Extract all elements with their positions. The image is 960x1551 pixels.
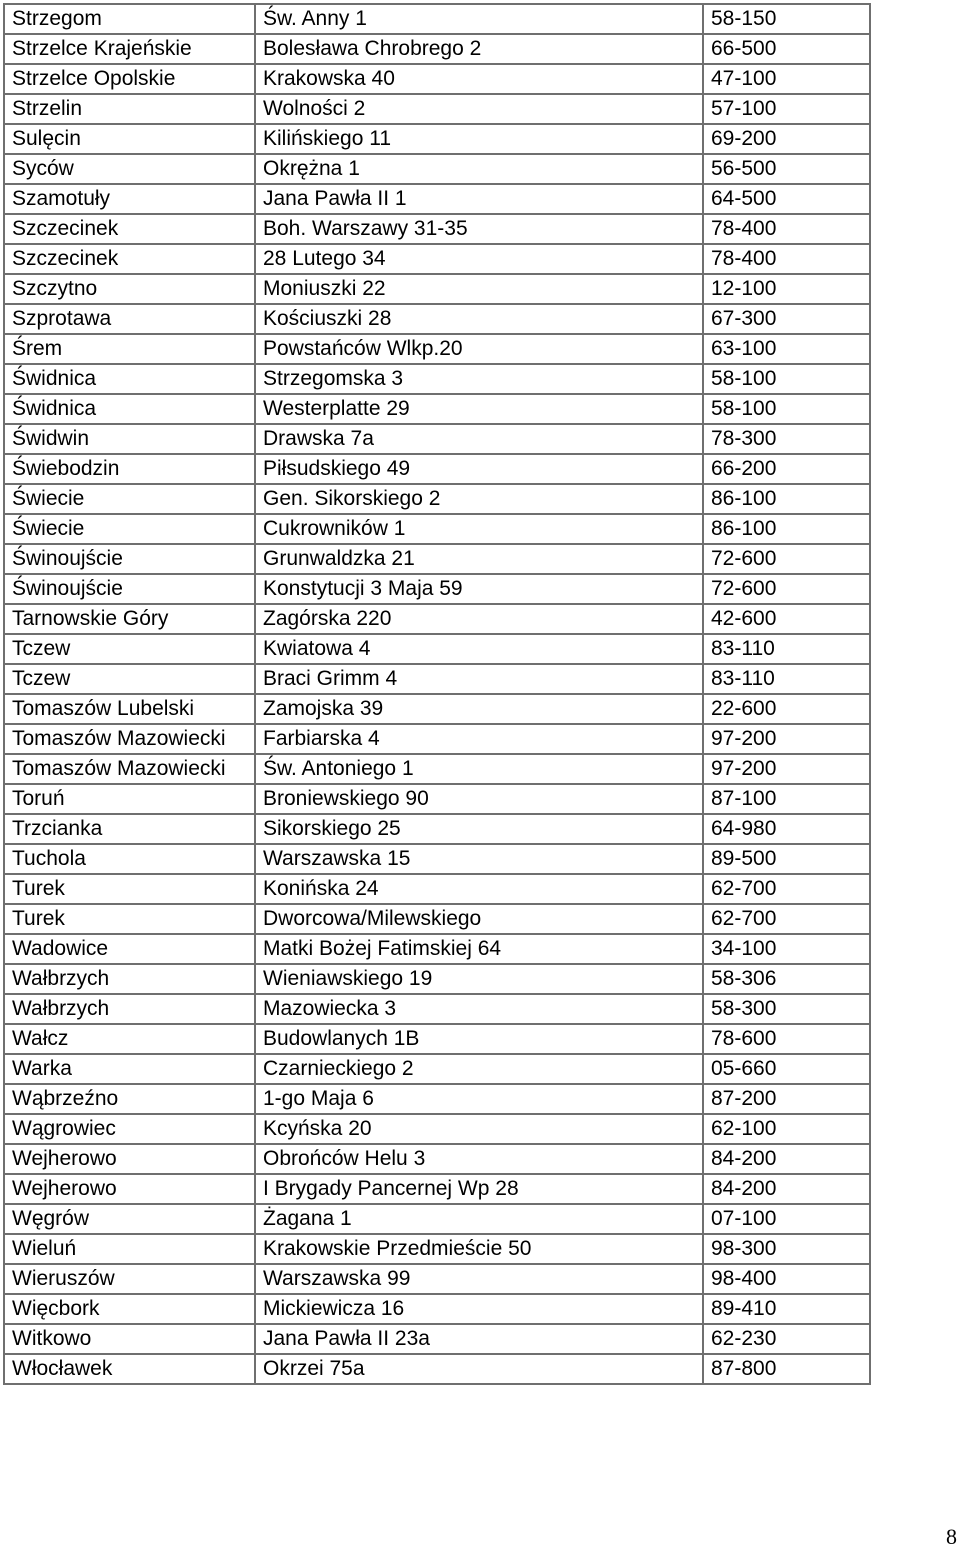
city-cell: Wadowice (4, 934, 255, 964)
street-cell: 1-go Maja 6 (255, 1084, 703, 1114)
table-row (4, 1354, 870, 1384)
table-row (4, 994, 870, 1024)
city-cell: Strzelce Opolskie (4, 64, 255, 94)
postal-code-cell: 22-600 (703, 694, 870, 724)
street-cell: Okrężna 1 (255, 154, 703, 184)
table-row (4, 154, 870, 184)
postal-code-cell: 84-200 (703, 1144, 870, 1174)
table-row (4, 964, 870, 994)
table-row (4, 634, 870, 664)
table-row (4, 334, 870, 364)
city-cell: Świdnica (4, 364, 255, 394)
postal-code-cell: 86-100 (703, 514, 870, 544)
street-cell: Warszawska 99 (255, 1264, 703, 1294)
postal-code-cell: 34-100 (703, 934, 870, 964)
postal-code-cell: 05-660 (703, 1054, 870, 1084)
street-cell: Okrzei 75a (255, 1354, 703, 1384)
postal-code-cell: 78-400 (703, 214, 870, 244)
table-row (4, 64, 870, 94)
postal-code-cell: 72-600 (703, 574, 870, 604)
postal-code-cell: 78-400 (703, 244, 870, 274)
street-cell: Piłsudskiego 49 (255, 454, 703, 484)
table-row (4, 304, 870, 334)
postal-code-cell: 58-300 (703, 994, 870, 1024)
city-cell: Szamotuły (4, 184, 255, 214)
postal-code-cell: 62-700 (703, 874, 870, 904)
table-row (4, 244, 870, 274)
street-cell: Mazowiecka 3 (255, 994, 703, 1024)
postal-code-cell: 47-100 (703, 64, 870, 94)
postal-code-cell: 57-100 (703, 94, 870, 124)
city-cell: Trzcianka (4, 814, 255, 844)
street-cell: Powstańców Wlkp.20 (255, 334, 703, 364)
postal-code-cell: 62-700 (703, 904, 870, 934)
table-row (4, 694, 870, 724)
postal-code-cell: 66-200 (703, 454, 870, 484)
postal-code-cell: 62-230 (703, 1324, 870, 1354)
table-row (4, 1084, 870, 1114)
table-row (4, 664, 870, 694)
table-row (4, 784, 870, 814)
city-cell: Śrem (4, 334, 255, 364)
postal-code-cell: 83-110 (703, 634, 870, 664)
street-cell: Braci Grimm 4 (255, 664, 703, 694)
city-cell: Wągrowiec (4, 1114, 255, 1144)
city-cell: Syców (4, 154, 255, 184)
city-cell: Tarnowskie Góry (4, 604, 255, 634)
city-cell: Turek (4, 904, 255, 934)
postal-code-cell: 12-100 (703, 274, 870, 304)
postal-code-cell: 67-300 (703, 304, 870, 334)
postal-code-cell: 78-600 (703, 1024, 870, 1054)
table-row (4, 214, 870, 244)
table-row (4, 904, 870, 934)
street-cell: Mickiewicza 16 (255, 1294, 703, 1324)
table-row (4, 604, 870, 634)
street-cell: Jana Pawła II 1 (255, 184, 703, 214)
city-cell: Wałbrzych (4, 964, 255, 994)
city-cell: Świdwin (4, 424, 255, 454)
street-cell: Drawska 7a (255, 424, 703, 454)
postal-code-cell: 58-100 (703, 394, 870, 424)
city-cell: Szczecinek (4, 244, 255, 274)
table-row (4, 1054, 870, 1084)
postal-code-cell: 63-100 (703, 334, 870, 364)
city-cell: Więcbork (4, 1294, 255, 1324)
street-cell: Broniewskiego 90 (255, 784, 703, 814)
postal-code-cell: 97-200 (703, 754, 870, 784)
street-cell: Zamojska 39 (255, 694, 703, 724)
table-row (4, 184, 870, 214)
table-row (4, 1264, 870, 1294)
city-cell: Strzegom (4, 4, 255, 34)
street-cell: Jana Pawła II 23a (255, 1324, 703, 1354)
street-cell: Św. Antoniego 1 (255, 754, 703, 784)
table-row (4, 364, 870, 394)
street-cell: Moniuszki 22 (255, 274, 703, 304)
table-row (4, 274, 870, 304)
city-cell: Strzelin (4, 94, 255, 124)
postal-code-cell: 42-600 (703, 604, 870, 634)
city-cell: Świnoujście (4, 544, 255, 574)
city-cell: Wałcz (4, 1024, 255, 1054)
table-row (4, 94, 870, 124)
postal-code-cell: 66-500 (703, 34, 870, 64)
street-cell: Grunwaldzka 21 (255, 544, 703, 574)
postal-code-cell: 98-400 (703, 1264, 870, 1294)
postal-code-cell: 89-410 (703, 1294, 870, 1324)
city-cell: Szczytno (4, 274, 255, 304)
table-row (4, 844, 870, 874)
street-cell: Czarnieckiego 2 (255, 1054, 703, 1084)
table-row (4, 454, 870, 484)
city-cell: Wejherowo (4, 1174, 255, 1204)
street-cell: Kcyńska 20 (255, 1114, 703, 1144)
street-cell: Żagana 1 (255, 1204, 703, 1234)
street-cell: Gen. Sikorskiego 2 (255, 484, 703, 514)
postal-code-cell: 64-500 (703, 184, 870, 214)
street-cell: Św. Anny 1 (255, 4, 703, 34)
postal-code-cell: 64-980 (703, 814, 870, 844)
city-cell: Świebodzin (4, 454, 255, 484)
city-cell: Tczew (4, 664, 255, 694)
table-row (4, 544, 870, 574)
table-row (4, 424, 870, 454)
street-cell: Wieniawskiego 19 (255, 964, 703, 994)
street-cell: Kilińskiego 11 (255, 124, 703, 154)
table-row (4, 1174, 870, 1204)
city-cell: Tomaszów Mazowiecki (4, 754, 255, 784)
city-cell: Sulęcin (4, 124, 255, 154)
postal-code-cell: 87-800 (703, 1354, 870, 1384)
city-cell: Szprotawa (4, 304, 255, 334)
address-table (3, 3, 871, 1385)
city-cell: Toruń (4, 784, 255, 814)
postal-code-cell: 89-500 (703, 844, 870, 874)
table-row (4, 394, 870, 424)
city-cell: Witkowo (4, 1324, 255, 1354)
table-row (4, 934, 870, 964)
table-row (4, 1024, 870, 1054)
table-row (4, 124, 870, 154)
city-cell: Wałbrzych (4, 994, 255, 1024)
postal-code-cell: 69-200 (703, 124, 870, 154)
city-cell: Warka (4, 1054, 255, 1084)
postal-code-cell: 72-600 (703, 544, 870, 574)
table-row (4, 1204, 870, 1234)
street-cell: I Brygady Pancernej Wp 28 (255, 1174, 703, 1204)
city-cell: Wąbrzeźno (4, 1084, 255, 1114)
city-cell: Wieruszów (4, 1264, 255, 1294)
city-cell: Tuchola (4, 844, 255, 874)
postal-code-cell: 58-150 (703, 4, 870, 34)
table-row (4, 1114, 870, 1144)
table-row (4, 514, 870, 544)
city-cell: Turek (4, 874, 255, 904)
street-cell: Krakowskie Przedmieście 50 (255, 1234, 703, 1264)
postal-code-cell: 56-500 (703, 154, 870, 184)
table-row (4, 574, 870, 604)
postal-code-cell: 98-300 (703, 1234, 870, 1264)
table-row (4, 874, 870, 904)
street-cell: Wolności 2 (255, 94, 703, 124)
city-cell: Węgrów (4, 1204, 255, 1234)
street-cell: Konstytucji 3 Maja 59 (255, 574, 703, 604)
street-cell: Kościuszki 28 (255, 304, 703, 334)
city-cell: Świecie (4, 514, 255, 544)
street-cell: Obrońców Helu 3 (255, 1144, 703, 1174)
table-row (4, 34, 870, 64)
city-cell: Świdnica (4, 394, 255, 424)
table-row (4, 484, 870, 514)
table-row (4, 1294, 870, 1324)
city-cell: Wieluń (4, 1234, 255, 1264)
table-row (4, 724, 870, 754)
postal-code-cell: 84-200 (703, 1174, 870, 1204)
city-cell: Szczecinek (4, 214, 255, 244)
table-row (4, 754, 870, 784)
street-cell: Zagórska 220 (255, 604, 703, 634)
postal-code-cell: 86-100 (703, 484, 870, 514)
postal-code-cell: 87-200 (703, 1084, 870, 1114)
street-cell: Boh. Warszawy 31-35 (255, 214, 703, 244)
city-cell: Tczew (4, 634, 255, 664)
postal-code-cell: 78-300 (703, 424, 870, 454)
table-row (4, 814, 870, 844)
street-cell: Dworcowa/Milewskiego (255, 904, 703, 934)
table-row (4, 1234, 870, 1264)
postal-code-cell: 87-100 (703, 784, 870, 814)
table-row (4, 4, 870, 34)
street-cell: Kwiatowa 4 (255, 634, 703, 664)
postal-code-cell: 58-306 (703, 964, 870, 994)
street-cell: Farbiarska 4 (255, 724, 703, 754)
street-cell: 28 Lutego 34 (255, 244, 703, 274)
postal-code-cell: 58-100 (703, 364, 870, 394)
street-cell: Cukrowników 1 (255, 514, 703, 544)
street-cell: Bolesława Chrobrego 2 (255, 34, 703, 64)
city-cell: Świecie (4, 484, 255, 514)
postal-code-cell: 97-200 (703, 724, 870, 754)
city-cell: Włocławek (4, 1354, 255, 1384)
street-cell: Strzegomska 3 (255, 364, 703, 394)
address-table-body (4, 4, 870, 1384)
table-row (4, 1324, 870, 1354)
city-cell: Strzelce Krajeńskie (4, 34, 255, 64)
postal-code-cell: 62-100 (703, 1114, 870, 1144)
city-cell: Tomaszów Mazowiecki (4, 724, 255, 754)
street-cell: Konińska 24 (255, 874, 703, 904)
street-cell: Matki Bożej Fatimskiej 64 (255, 934, 703, 964)
street-cell: Budowlanych 1B (255, 1024, 703, 1054)
city-cell: Tomaszów Lubelski (4, 694, 255, 724)
street-cell: Krakowska 40 (255, 64, 703, 94)
street-cell: Westerplatte 29 (255, 394, 703, 424)
page-number: 8 (946, 1524, 957, 1549)
city-cell: Świnoujście (4, 574, 255, 604)
city-cell: Wejherowo (4, 1144, 255, 1174)
table-row (4, 1144, 870, 1174)
street-cell: Warszawska 15 (255, 844, 703, 874)
postal-code-cell: 83-110 (703, 664, 870, 694)
postal-code-cell: 07-100 (703, 1204, 870, 1234)
street-cell: Sikorskiego 25 (255, 814, 703, 844)
